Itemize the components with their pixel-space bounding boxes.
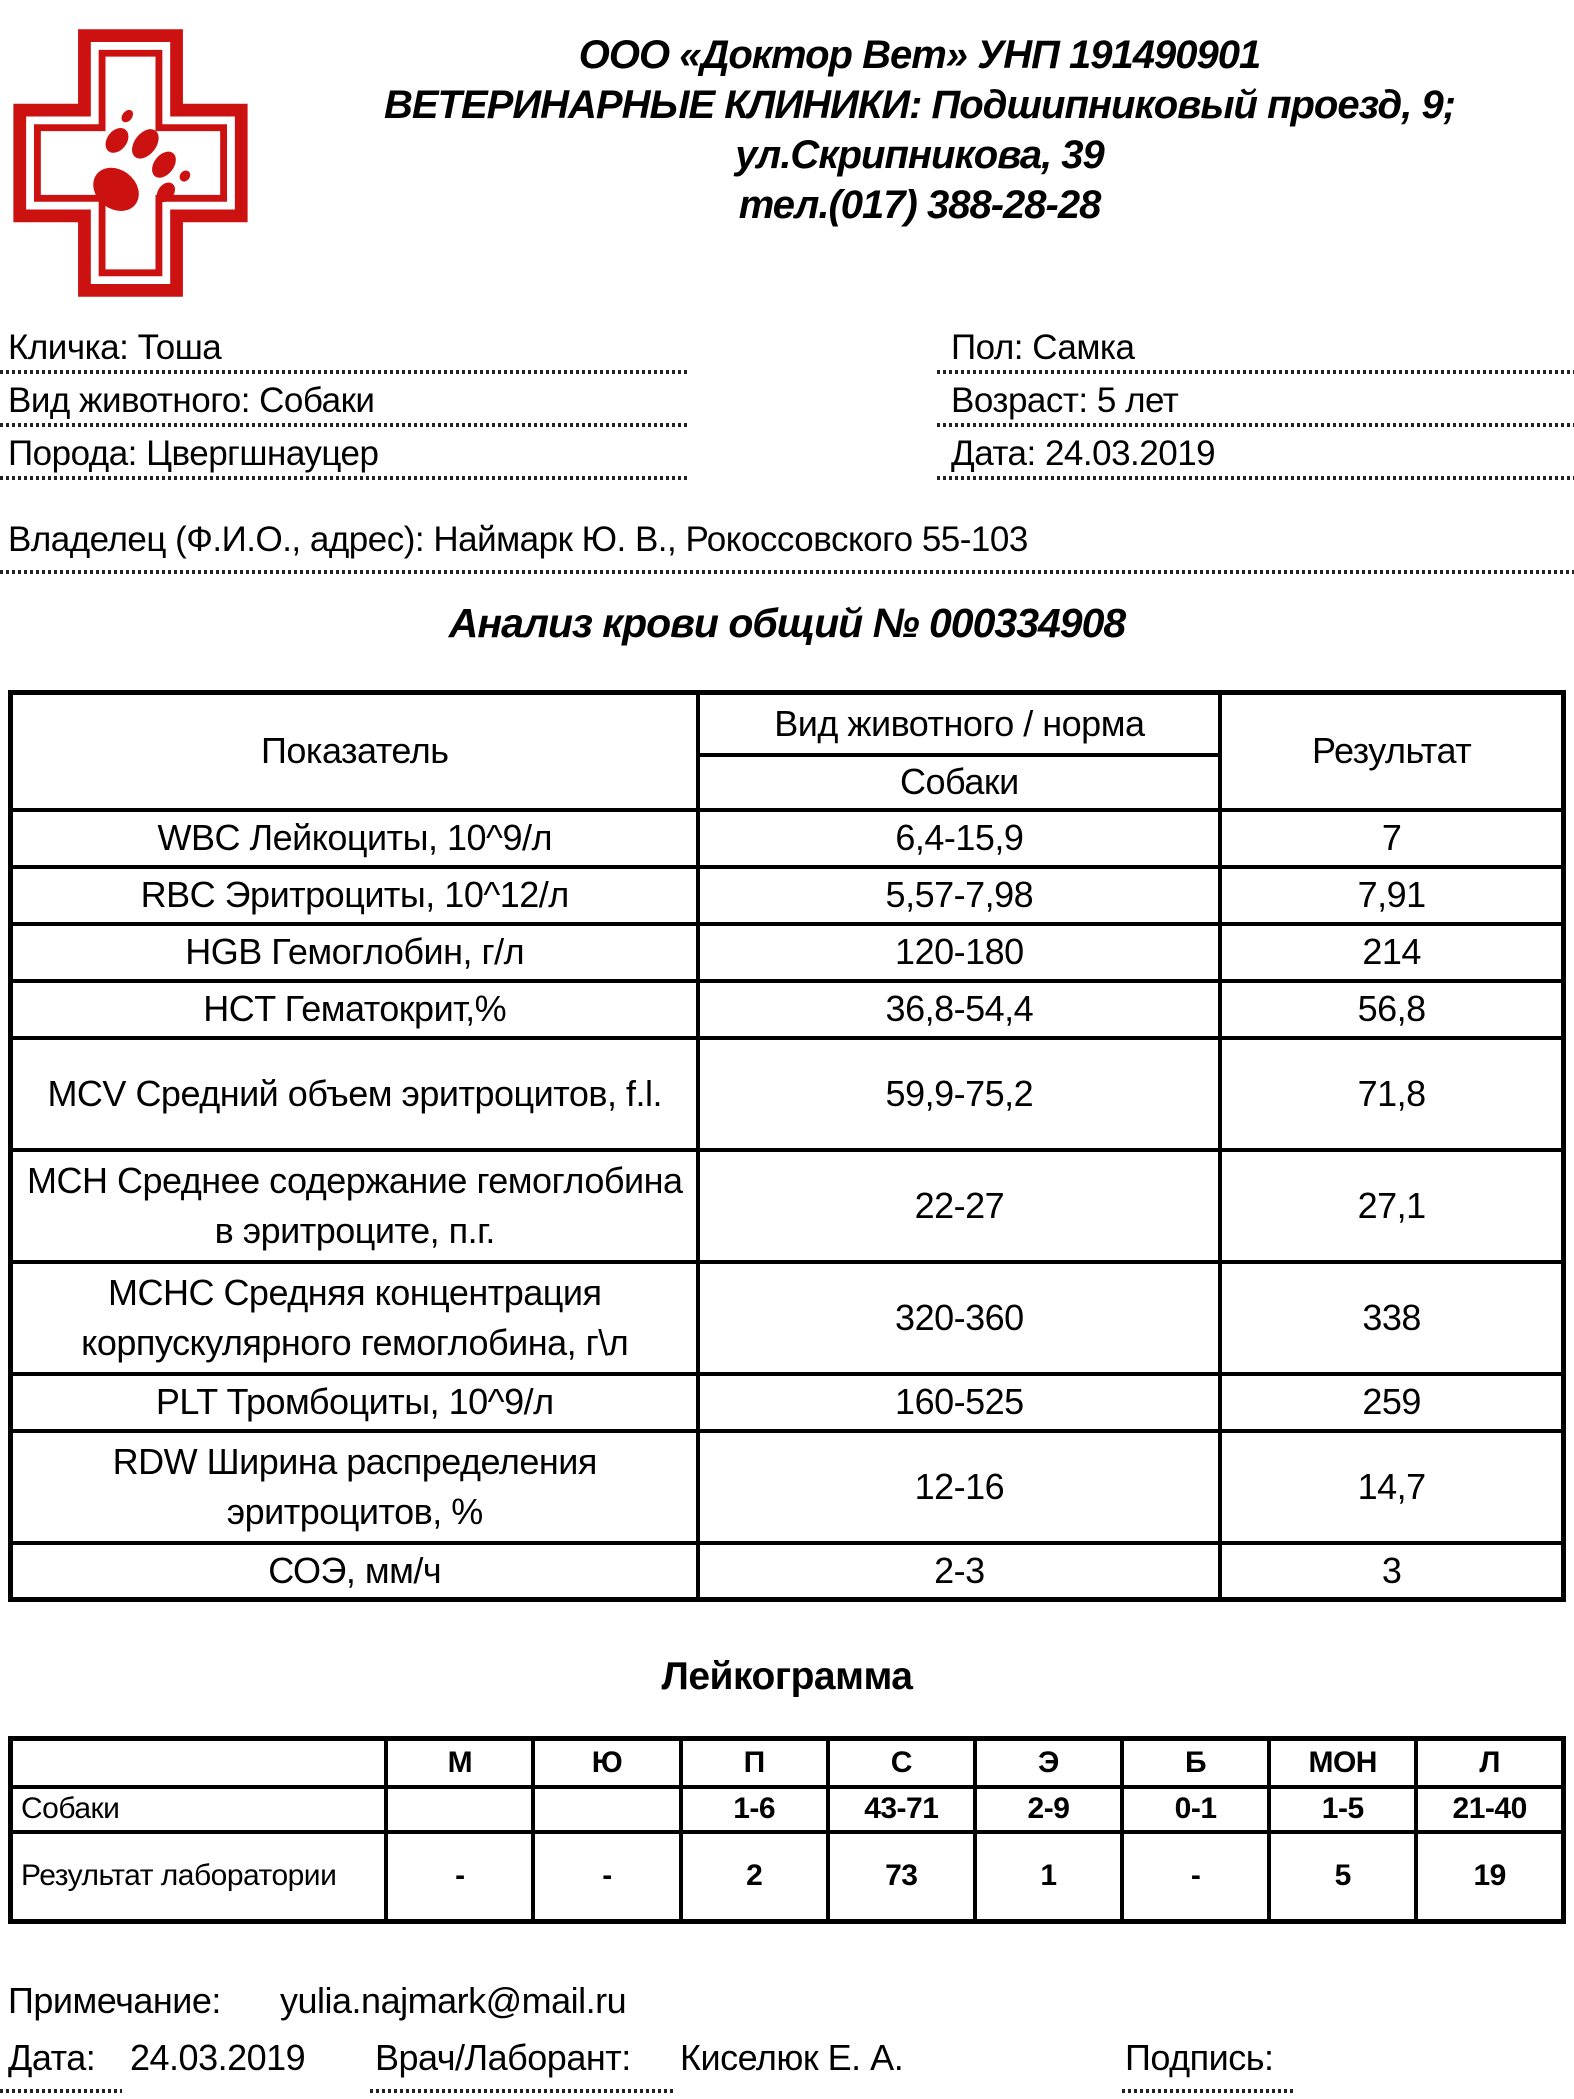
cell-norm: 5,57-7,98 xyxy=(698,867,1220,924)
field-species xyxy=(0,374,690,427)
red-cross-paw-icon xyxy=(8,22,253,305)
leukogram-cell: 43-71 xyxy=(828,1787,975,1832)
leukogram-cell: 21-40 xyxy=(1416,1787,1563,1832)
leukogram-cell: 2 xyxy=(681,1832,828,1922)
dotted-line xyxy=(937,370,1574,374)
table-row xyxy=(11,1374,1564,1431)
report-footer xyxy=(0,2037,1574,2093)
pet-name-label: Кличка: xyxy=(8,328,129,367)
cell-norm: 2-3 xyxy=(698,1543,1220,1600)
cell-result: 259 xyxy=(1220,1374,1563,1431)
age-value: 5 лет xyxy=(1096,381,1179,420)
footer-doctor-label: Врач/Лаборант: xyxy=(375,2037,631,2078)
table-row xyxy=(11,1038,1564,1150)
note-label: Примечание: xyxy=(8,1980,221,2021)
owner-label: Владелец (Ф.И.О., адрес): xyxy=(8,520,425,559)
footer-signature-label: Подпись: xyxy=(1125,2037,1274,2078)
cell-norm: 6,4-15,9 xyxy=(698,810,1220,867)
header-norm: Вид животного / норма xyxy=(698,693,1220,755)
footer-date-value: 24.03.2019 xyxy=(130,2037,306,2078)
table-row xyxy=(11,1150,1564,1262)
dotted-line xyxy=(0,423,690,427)
dotted-line xyxy=(370,2089,676,2093)
dotted-line xyxy=(1122,2089,1296,2093)
leukogram-table xyxy=(8,1736,1566,1924)
table-row xyxy=(11,1431,1564,1543)
leukogram-header-empty xyxy=(11,1739,387,1787)
leukogram-cell: 19 xyxy=(1416,1832,1563,1922)
leukogram-cell: - xyxy=(386,1832,533,1922)
dotted-line xyxy=(937,476,1574,480)
owner-value: Наймарк Ю. В., Рокоссовского 55-103 xyxy=(433,520,1028,559)
breed-label: Порода: xyxy=(8,434,137,473)
cell-parameter: MCH Среднее содержание гемоглобина в эритроците, п.г. xyxy=(11,1150,699,1262)
cell-parameter: MCHC Средняя концентрация корпускулярного гемоглобина, г\л xyxy=(11,1262,699,1374)
field-pet-name xyxy=(0,321,690,374)
leukogram-header-col: Л xyxy=(1416,1739,1563,1787)
dotted-line xyxy=(0,570,1574,574)
cell-parameter: RBC Эритроциты, 10^12/л xyxy=(11,867,699,924)
dotted-line xyxy=(937,423,1574,427)
leukogram-header-col: П xyxy=(681,1739,828,1787)
header-result: Результат xyxy=(1220,693,1563,810)
sex-label: Пол: xyxy=(951,328,1023,367)
clinic-name-line: ООО «Доктор Вет» УНП 191490901 xyxy=(578,33,1261,77)
cell-parameter: MCV Средний объем эритроцитов, f.l. xyxy=(11,1038,699,1150)
cell-result: 27,1 xyxy=(1220,1150,1563,1262)
date-value: 24.03.2019 xyxy=(1044,434,1216,473)
dotted-line xyxy=(0,476,690,480)
leukogram-cell: 0-1 xyxy=(1122,1787,1269,1832)
leukogram-header-col: М xyxy=(386,1739,533,1787)
field-date xyxy=(937,427,1574,480)
cell-result: 7 xyxy=(1220,810,1563,867)
cell-norm: 320-360 xyxy=(698,1262,1220,1374)
field-sex xyxy=(937,321,1574,374)
table-row xyxy=(11,1262,1564,1374)
leukogram-heading: Лейкограмма xyxy=(661,1655,913,1698)
note-row xyxy=(0,1980,1574,2022)
table-row xyxy=(11,867,1564,924)
leukogram-cell: 1-6 xyxy=(681,1787,828,1832)
table-header-row xyxy=(11,693,1564,755)
cell-parameter: СОЭ, мм/ч xyxy=(11,1543,699,1600)
clinic-address-line-2: ул.Скрипникова, 39 xyxy=(735,133,1104,177)
header-species: Собаки xyxy=(698,755,1220,810)
cell-norm: 120-180 xyxy=(698,924,1220,981)
clinic-info xyxy=(265,0,1574,230)
cell-norm: 59,9-75,2 xyxy=(698,1038,1220,1150)
leukogram-cell: 2-9 xyxy=(975,1787,1122,1832)
age-label: Возраст: xyxy=(951,381,1088,420)
blood-test-table xyxy=(8,690,1566,1602)
cell-parameter: PLT Тромбоциты, 10^9/л xyxy=(11,1374,699,1431)
leukogram-cell xyxy=(386,1787,533,1832)
patient-info-right-column xyxy=(937,321,1574,480)
cell-result: 56,8 xyxy=(1220,981,1563,1038)
leukogram-cell: 73 xyxy=(828,1832,975,1922)
table-row xyxy=(11,981,1564,1038)
cell-norm: 36,8-54,4 xyxy=(698,981,1220,1038)
breed-value: Цвергшнауцер xyxy=(146,434,379,473)
leukogram-cell: 5 xyxy=(1269,1832,1416,1922)
leukogram-cell: - xyxy=(1122,1832,1269,1922)
cell-parameter: WBC Лейкоциты, 10^9/л xyxy=(11,810,699,867)
date-label: Дата: xyxy=(951,434,1036,473)
leukogram-cell: 1 xyxy=(975,1832,1122,1922)
cell-parameter: HCT Гематокрит,% xyxy=(11,981,699,1038)
leukogram-header-col: МОН xyxy=(1269,1739,1416,1787)
header-parameter: Показатель xyxy=(11,693,699,810)
cell-parameter: RDW Ширина распределения эритроцитов, % xyxy=(11,1431,699,1543)
clinic-address-line-1: ВЕТЕРИНАРНЫЕ КЛИНИКИ: Подшипниковый проезд, 9; xyxy=(383,83,1456,127)
species-value: Собаки xyxy=(259,381,375,420)
footer-date-label: Дата: xyxy=(8,2037,96,2078)
leukogram-norm-row xyxy=(11,1787,1564,1832)
patient-info-left-column xyxy=(0,321,690,480)
cell-result: 3 xyxy=(1220,1543,1563,1600)
leukogram-result-row xyxy=(11,1832,1564,1922)
cell-parameter: HGB Гемоглобин, г/л xyxy=(11,924,699,981)
clinic-phone-line: тел.(017) 388-28-28 xyxy=(738,183,1101,227)
report-title: Анализ крови общий № 000334908 xyxy=(448,600,1126,646)
leukogram-header-row xyxy=(11,1739,1564,1787)
sex-value: Самка xyxy=(1032,328,1135,367)
pet-name-value: Тоша xyxy=(137,328,222,367)
patient-info xyxy=(0,321,1574,480)
leukogram-header-col: Э xyxy=(975,1739,1122,1787)
cell-result: 7,91 xyxy=(1220,867,1563,924)
leukogram-cell: 1-5 xyxy=(1269,1787,1416,1832)
cell-result: 338 xyxy=(1220,1262,1563,1374)
dotted-line xyxy=(0,2089,122,2093)
cell-result: 71,8 xyxy=(1220,1038,1563,1150)
footer-doctor-value: Киселюк Е. А. xyxy=(680,2037,904,2078)
leukogram-row-label: Результат лаборатории xyxy=(11,1832,387,1922)
note-email: yulia.najmark@mail.ru xyxy=(280,1980,627,2021)
leukogram-header-col: Ю xyxy=(533,1739,680,1787)
leukogram-row-label: Собаки xyxy=(11,1787,387,1832)
cell-norm: 160-525 xyxy=(698,1374,1220,1431)
table-row xyxy=(11,810,1564,867)
dotted-line xyxy=(0,370,690,374)
clinic-logo xyxy=(8,22,253,305)
field-age xyxy=(937,374,1574,427)
leukogram-header-col: Б xyxy=(1122,1739,1269,1787)
table-row xyxy=(11,1543,1564,1600)
cell-result: 214 xyxy=(1220,924,1563,981)
cell-norm: 22-27 xyxy=(698,1150,1220,1262)
report-header xyxy=(0,0,1574,315)
field-breed xyxy=(0,427,690,480)
table-row xyxy=(11,924,1564,981)
cell-result: 14,7 xyxy=(1220,1431,1563,1543)
leukogram-header-col: С xyxy=(828,1739,975,1787)
species-label: Вид животного: xyxy=(8,381,250,420)
leukogram-cell: - xyxy=(533,1832,680,1922)
field-owner xyxy=(0,518,1574,574)
cell-norm: 12-16 xyxy=(698,1431,1220,1543)
leukogram-cell xyxy=(533,1787,680,1832)
